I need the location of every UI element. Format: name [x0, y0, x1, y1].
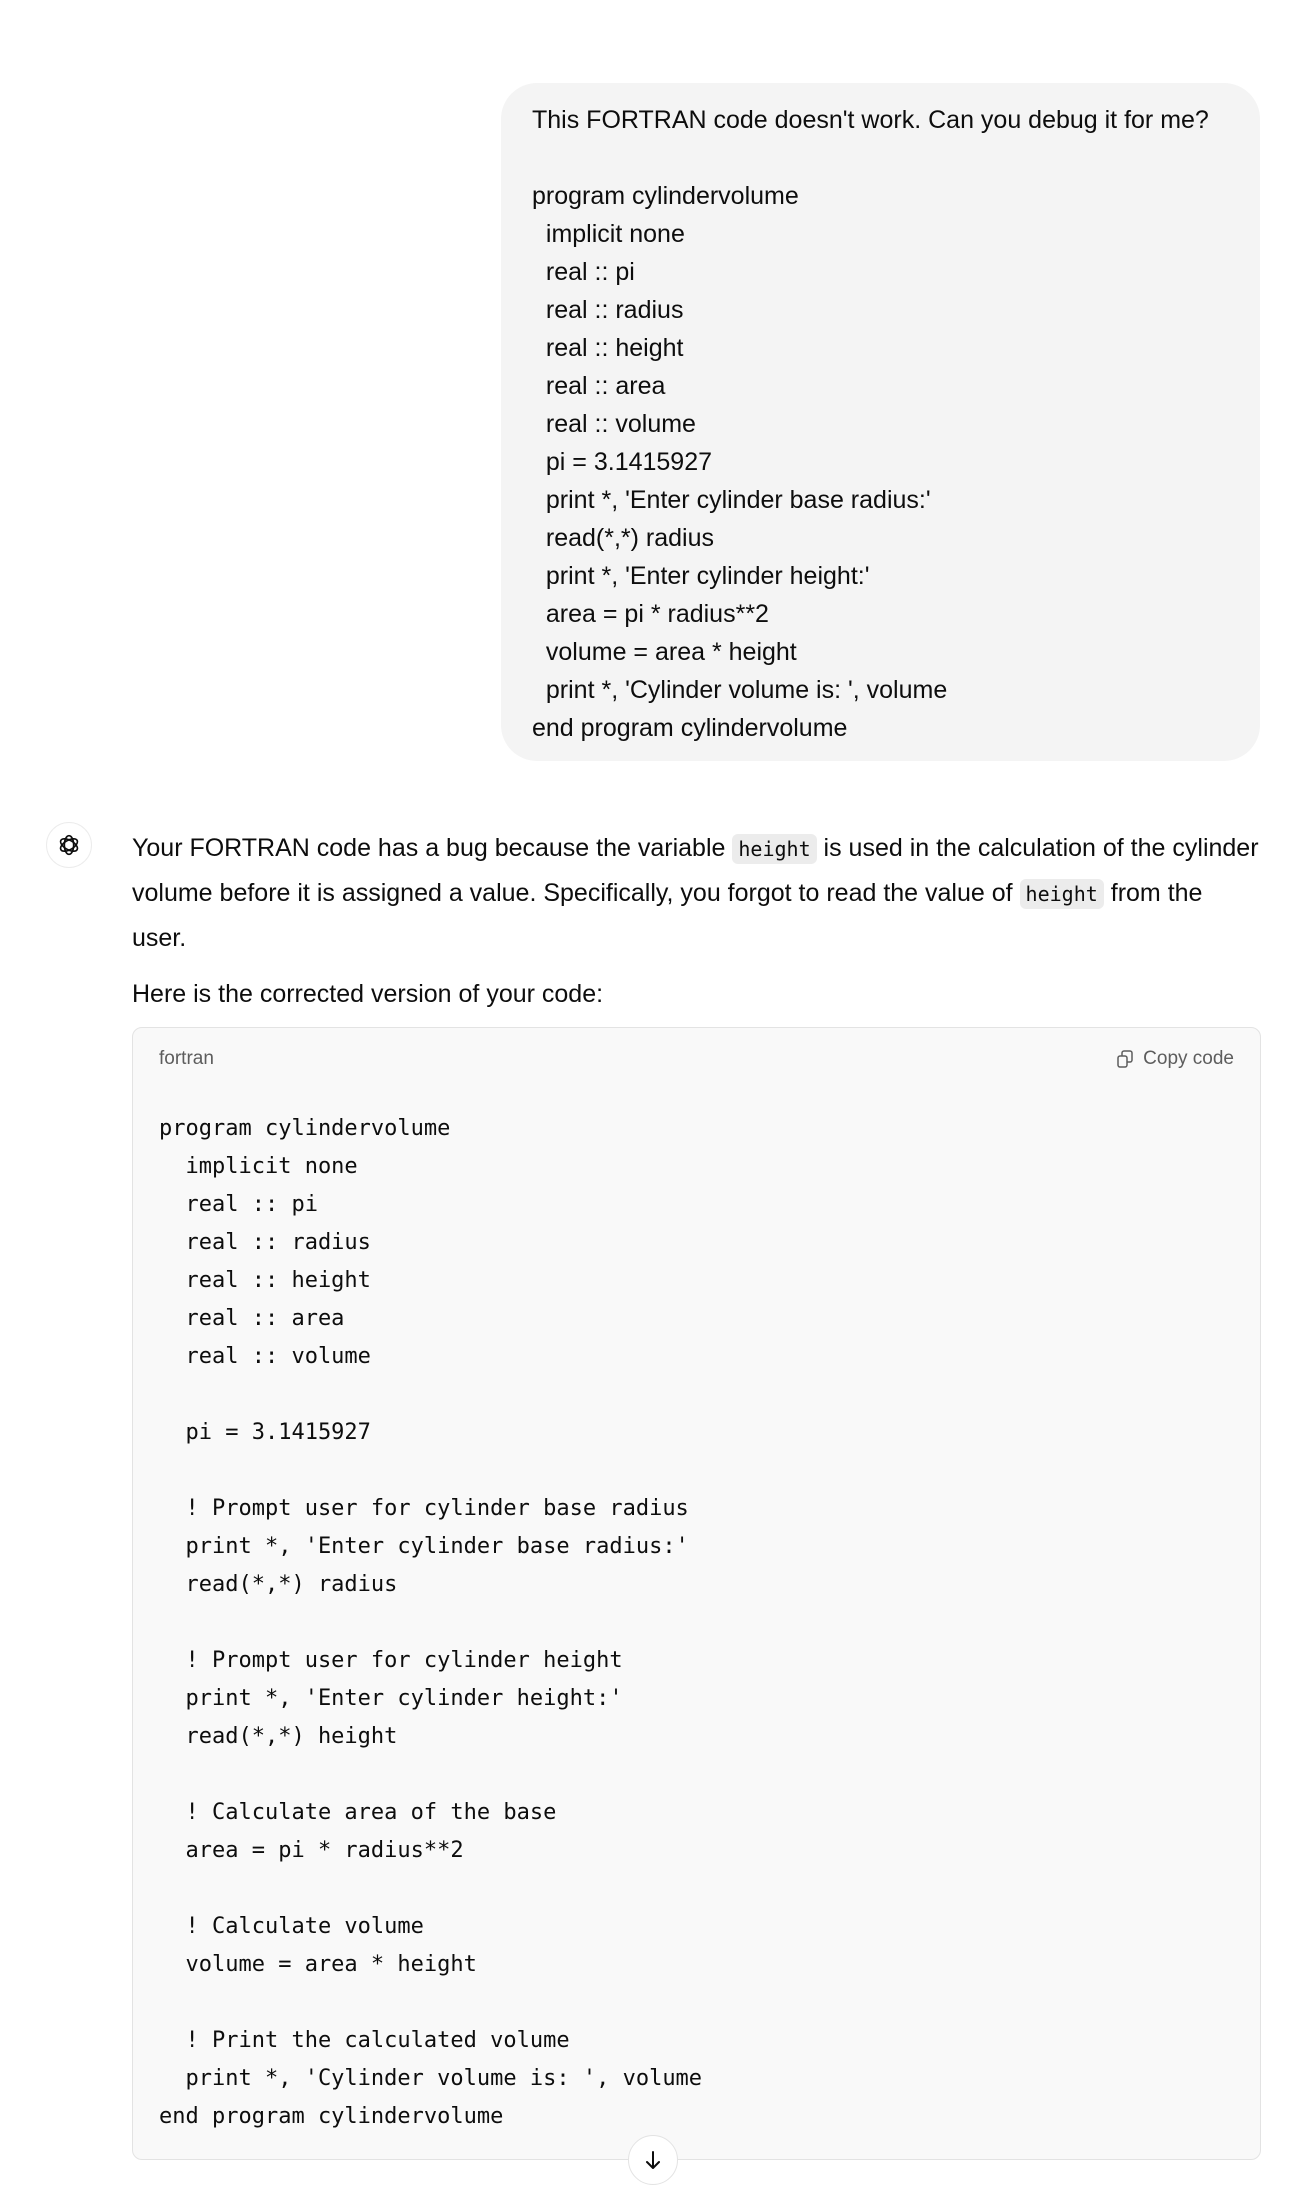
inline-code: height	[1020, 879, 1104, 909]
code-line: end program cylindervolume	[532, 714, 848, 742]
code-line	[159, 1376, 1234, 1414]
code-line: volume = area * height	[159, 1952, 477, 1977]
assistant-paragraph-1	[132, 826, 1262, 960]
code-line: ! Calculate area of the base	[159, 1800, 557, 1825]
inline-code: height	[732, 834, 816, 864]
code-line: end program cylindervolume	[159, 2104, 504, 2129]
code-block	[132, 1027, 1261, 2160]
copy-icon	[1115, 1049, 1135, 1069]
code-line: ! Calculate volume	[159, 1914, 424, 1939]
code-line: print *, 'Enter cylinder base radius:'	[532, 486, 931, 514]
code-line: read(*,*) radius	[532, 524, 715, 552]
code-line: program cylindervolume	[532, 182, 799, 210]
copy-code-button[interactable]	[1115, 1048, 1234, 1070]
code-line	[159, 1756, 1234, 1794]
code-language-label: fortran	[159, 1048, 214, 1069]
code-block-header	[133, 1028, 1260, 1090]
code-line: pi = 3.1415927	[159, 1420, 371, 1445]
code-line: area = pi * radius**2	[532, 600, 769, 628]
code-line: read(*,*) radius	[159, 1572, 398, 1597]
code-line: area = pi * radius**2	[159, 1838, 464, 1863]
assistant-avatar	[46, 822, 92, 868]
code-line	[159, 1870, 1234, 1908]
code-line: program cylindervolume	[159, 1116, 451, 1141]
code-line: real :: radius	[159, 1230, 371, 1255]
code-line: real :: pi	[159, 1192, 318, 1217]
code-line: real :: volume	[159, 1344, 371, 1369]
arrow-down-icon	[641, 2148, 665, 2172]
openai-logo-icon	[55, 831, 83, 859]
code-line: real :: radius	[532, 296, 684, 324]
code-line: print *, 'Enter cylinder height:'	[532, 562, 870, 590]
code-line: print *, 'Enter cylinder height:'	[159, 1686, 623, 1711]
code-line	[159, 1984, 1234, 2022]
code-line: real :: area	[159, 1306, 345, 1331]
code-line: This FORTRAN code doesn't work. Can you debug it for me?	[532, 106, 1209, 134]
user-message-bubble	[501, 83, 1260, 761]
scroll-down-button[interactable]	[628, 2135, 678, 2185]
code-line: real :: area	[532, 372, 666, 400]
code-line: real :: height	[532, 334, 684, 362]
code-line: read(*,*) height	[159, 1724, 398, 1749]
code-line: volume = area * height	[532, 638, 797, 666]
code-line: print *, 'Enter cylinder base radius:'	[159, 1534, 689, 1559]
code-line: implicit none	[159, 1154, 358, 1179]
code-line: real :: pi	[532, 258, 635, 286]
copy-code-label: Copy code	[1143, 1048, 1234, 1069]
code-content	[133, 1090, 1260, 2136]
text: is used in the calculation of the cylinder volume before it is assigned a value. Specifically, you forgot to read the value of	[132, 834, 1259, 907]
code-line: ! Prompt user for cylinder base radius	[159, 1496, 689, 1521]
code-line	[159, 1604, 1234, 1642]
code-line: real :: height	[159, 1268, 371, 1293]
code-line: print *, 'Cylinder volume is: ', volume	[159, 2066, 703, 2091]
assistant-message	[132, 826, 1262, 1016]
assistant-paragraph-2: Here is the corrected version of your code:	[132, 980, 604, 1008]
code-line: implicit none	[532, 220, 685, 248]
code-line: print *, 'Cylinder volume is: ', volume	[532, 676, 948, 704]
code-line: ! Prompt user for cylinder height	[159, 1648, 623, 1673]
text: from the user.	[132, 879, 1203, 952]
code-line	[159, 1452, 1234, 1490]
code-line: ! Print the calculated volume	[159, 2028, 570, 2053]
code-line: pi = 3.1415927	[532, 448, 713, 476]
code-line: real :: volume	[532, 410, 696, 438]
code-line	[532, 139, 1229, 177]
text: Your FORTRAN code has a bug because the variable	[132, 834, 733, 862]
